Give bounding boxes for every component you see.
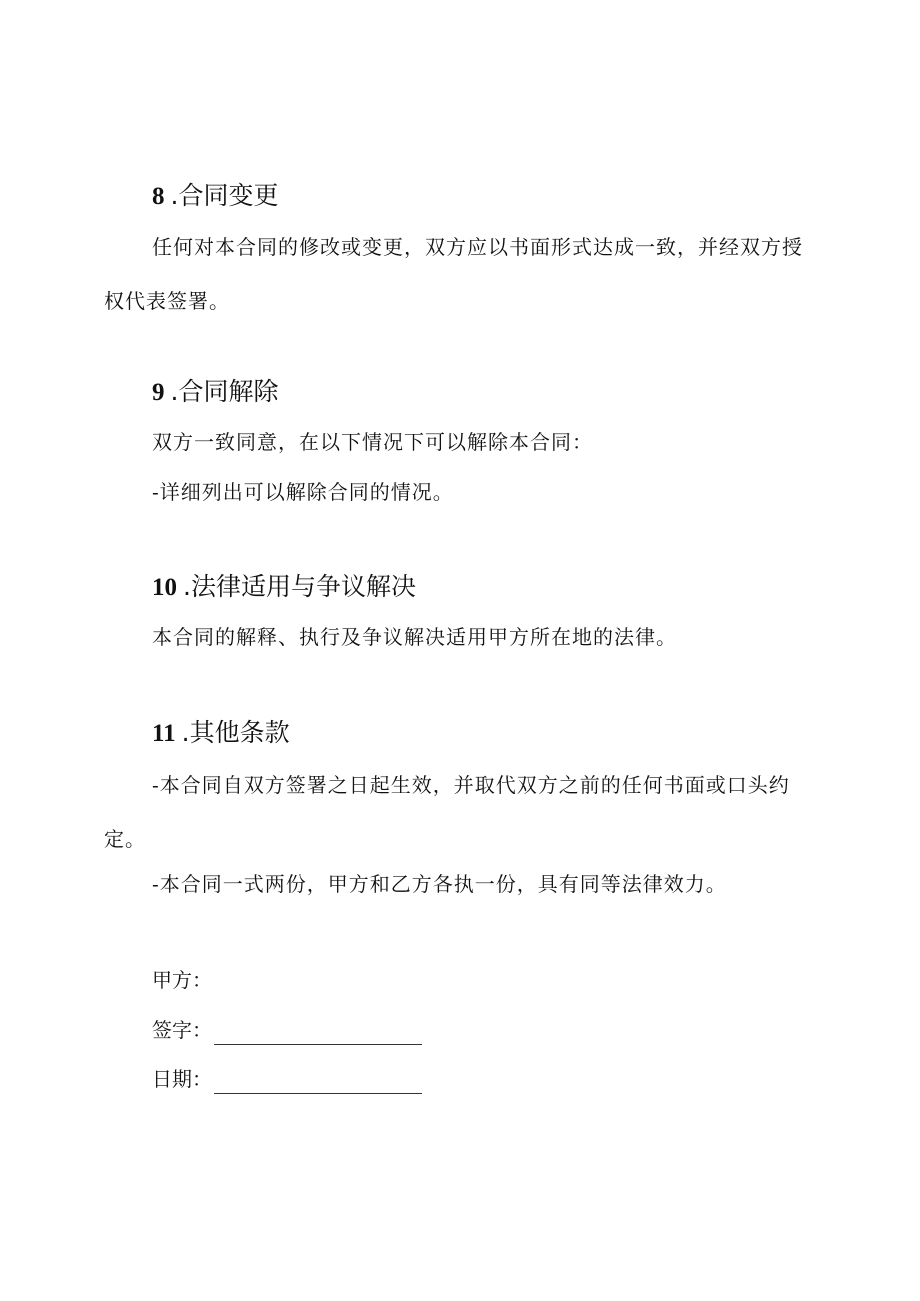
section-10-heading (152, 572, 416, 603)
date-blank-line (214, 1071, 422, 1094)
date-label: 日期： (152, 1067, 212, 1091)
section-11-heading (152, 718, 290, 749)
section-title: .合同变更 (170, 181, 279, 210)
section-number: 8 (152, 183, 165, 210)
signature-row (152, 1015, 422, 1045)
section-title: .其他条款 (181, 718, 290, 747)
section-9-heading (152, 377, 278, 408)
section-number: 10 (152, 574, 177, 601)
section-10-paragraph: 本合同的解释、执行及争议解决适用甲方所在地的法律。 (152, 625, 677, 649)
party-a-text: 甲方： (152, 968, 212, 992)
section-9-paragraph-1: 双方一致同意，在以下情况下可以解除本合同： (152, 430, 593, 454)
section-title: .法律适用与争议解决 (183, 572, 416, 601)
section-title: .合同解除 (170, 377, 279, 406)
party-a-label (152, 965, 212, 995)
section-11-paragraph-2: -本合同一式两份，甲方和乙方各执一份，具有同等法律效力。 (152, 872, 727, 896)
section-8-heading (152, 181, 278, 212)
section-number: 9 (152, 379, 165, 406)
section-11-paragraph-1: -本合同自双方签署之日起生效，并取代双方之前的任何书面或口头约定。 (104, 773, 790, 851)
signature-blank-line (214, 1022, 422, 1045)
section-number: 11 (152, 720, 176, 747)
section-9-paragraph-2: -详细列出可以解除合同的情况。 (152, 480, 454, 504)
section-8-paragraph: 任何对本合同的修改或变更，双方应以书面形式达成一致，并经双方授权代表签署。 (104, 235, 803, 313)
signature-label: 签字： (152, 1018, 212, 1042)
date-row (152, 1064, 422, 1094)
